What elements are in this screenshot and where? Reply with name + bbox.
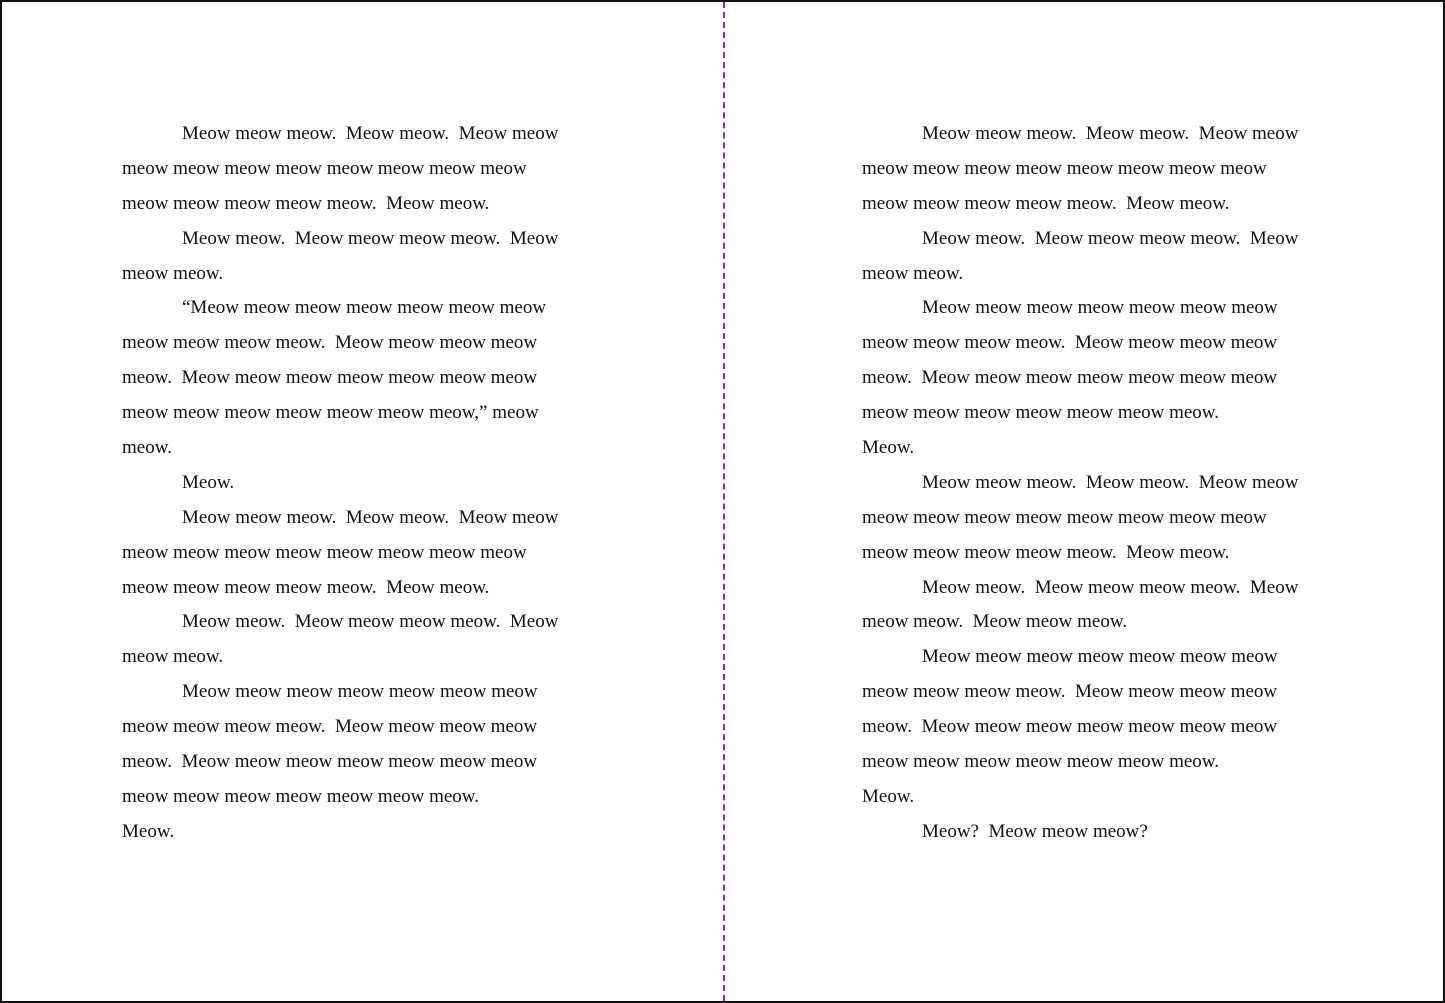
text-line: Meow. <box>862 437 915 459</box>
text-line: Meow. <box>182 471 235 493</box>
right-page <box>862 117 1342 850</box>
text-line: meow. Meow meow meow meow meow meow meow <box>862 367 1278 389</box>
text-line: meow meow meow meow meow meow meow. <box>862 751 1220 773</box>
text-line: meow meow. <box>122 262 224 284</box>
text-line: meow meow meow meow meow. Meow meow. <box>862 541 1230 563</box>
text-line: Meow meow. Meow meow meow meow. Meow <box>922 576 1299 598</box>
text-line: Meow meow. Meow meow meow meow. Meow <box>922 227 1299 249</box>
text-line: meow meow meow meow meow meow meow. <box>122 785 480 807</box>
text-line: meow meow meow meow meow meow meow,” meow <box>122 402 539 424</box>
text-line: Meow meow. Meow meow meow meow. Meow <box>182 611 559 633</box>
text-line: Meow meow meow meow meow meow meow <box>182 681 538 703</box>
text-line: Meow meow meow. Meow meow. Meow meow <box>922 123 1299 144</box>
text-line: meow. Meow meow meow meow meow meow meow <box>862 716 1278 738</box>
text-line: Meow meow. Meow meow meow meow. Meow <box>182 227 559 249</box>
text-line: Meow meow meow. Meow meow. Meow meow <box>922 471 1299 493</box>
text-line: meow meow meow meow meow. Meow meow. <box>862 192 1230 214</box>
text-line: Meow. <box>122 820 175 842</box>
text-line: meow meow meow meow meow meow meow meow <box>122 541 527 563</box>
text-line: Meow. <box>862 785 915 807</box>
text-line: Meow meow meow meow meow meow meow <box>922 297 1278 319</box>
text-line: meow. <box>122 437 172 459</box>
page-divider <box>723 2 725 1001</box>
text-line: meow meow meow meow. Meow meow meow meow <box>862 332 1278 354</box>
text-line: meow meow meow meow meow. Meow meow. <box>122 576 490 598</box>
text-line: meow meow. <box>122 646 224 668</box>
text-line: meow meow meow meow meow meow meow. <box>862 402 1220 424</box>
text-line: meow meow meow meow. Meow meow meow meow <box>122 716 538 738</box>
left-page <box>122 117 602 850</box>
text-line: “Meow meow meow meow meow meow meow <box>182 297 547 319</box>
text-line: meow meow. <box>862 262 964 284</box>
text-line: meow. Meow meow meow meow meow meow meow <box>122 751 538 773</box>
text-line: meow meow meow meow meow. Meow meow. <box>122 192 490 214</box>
text-line: meow meow. Meow meow meow. <box>862 611 1128 633</box>
text-line: meow meow meow meow meow meow meow meow <box>122 157 527 179</box>
text-line: Meow meow meow. Meow meow. Meow meow <box>182 506 559 528</box>
text-line: Meow meow meow meow meow meow meow <box>922 646 1278 668</box>
text-line: Meow meow meow. Meow meow. Meow meow <box>182 123 559 144</box>
text-line: meow meow meow meow meow meow meow meow <box>862 506 1267 528</box>
text-line: meow meow meow meow meow meow meow meow <box>862 157 1267 179</box>
text-line: meow meow meow meow. Meow meow meow meow <box>862 681 1278 703</box>
text-line: Meow? Meow meow meow? <box>922 820 1148 842</box>
text-line: meow. Meow meow meow meow meow meow meow <box>122 367 538 389</box>
text-line: meow meow meow meow. Meow meow meow meow <box>122 332 538 354</box>
